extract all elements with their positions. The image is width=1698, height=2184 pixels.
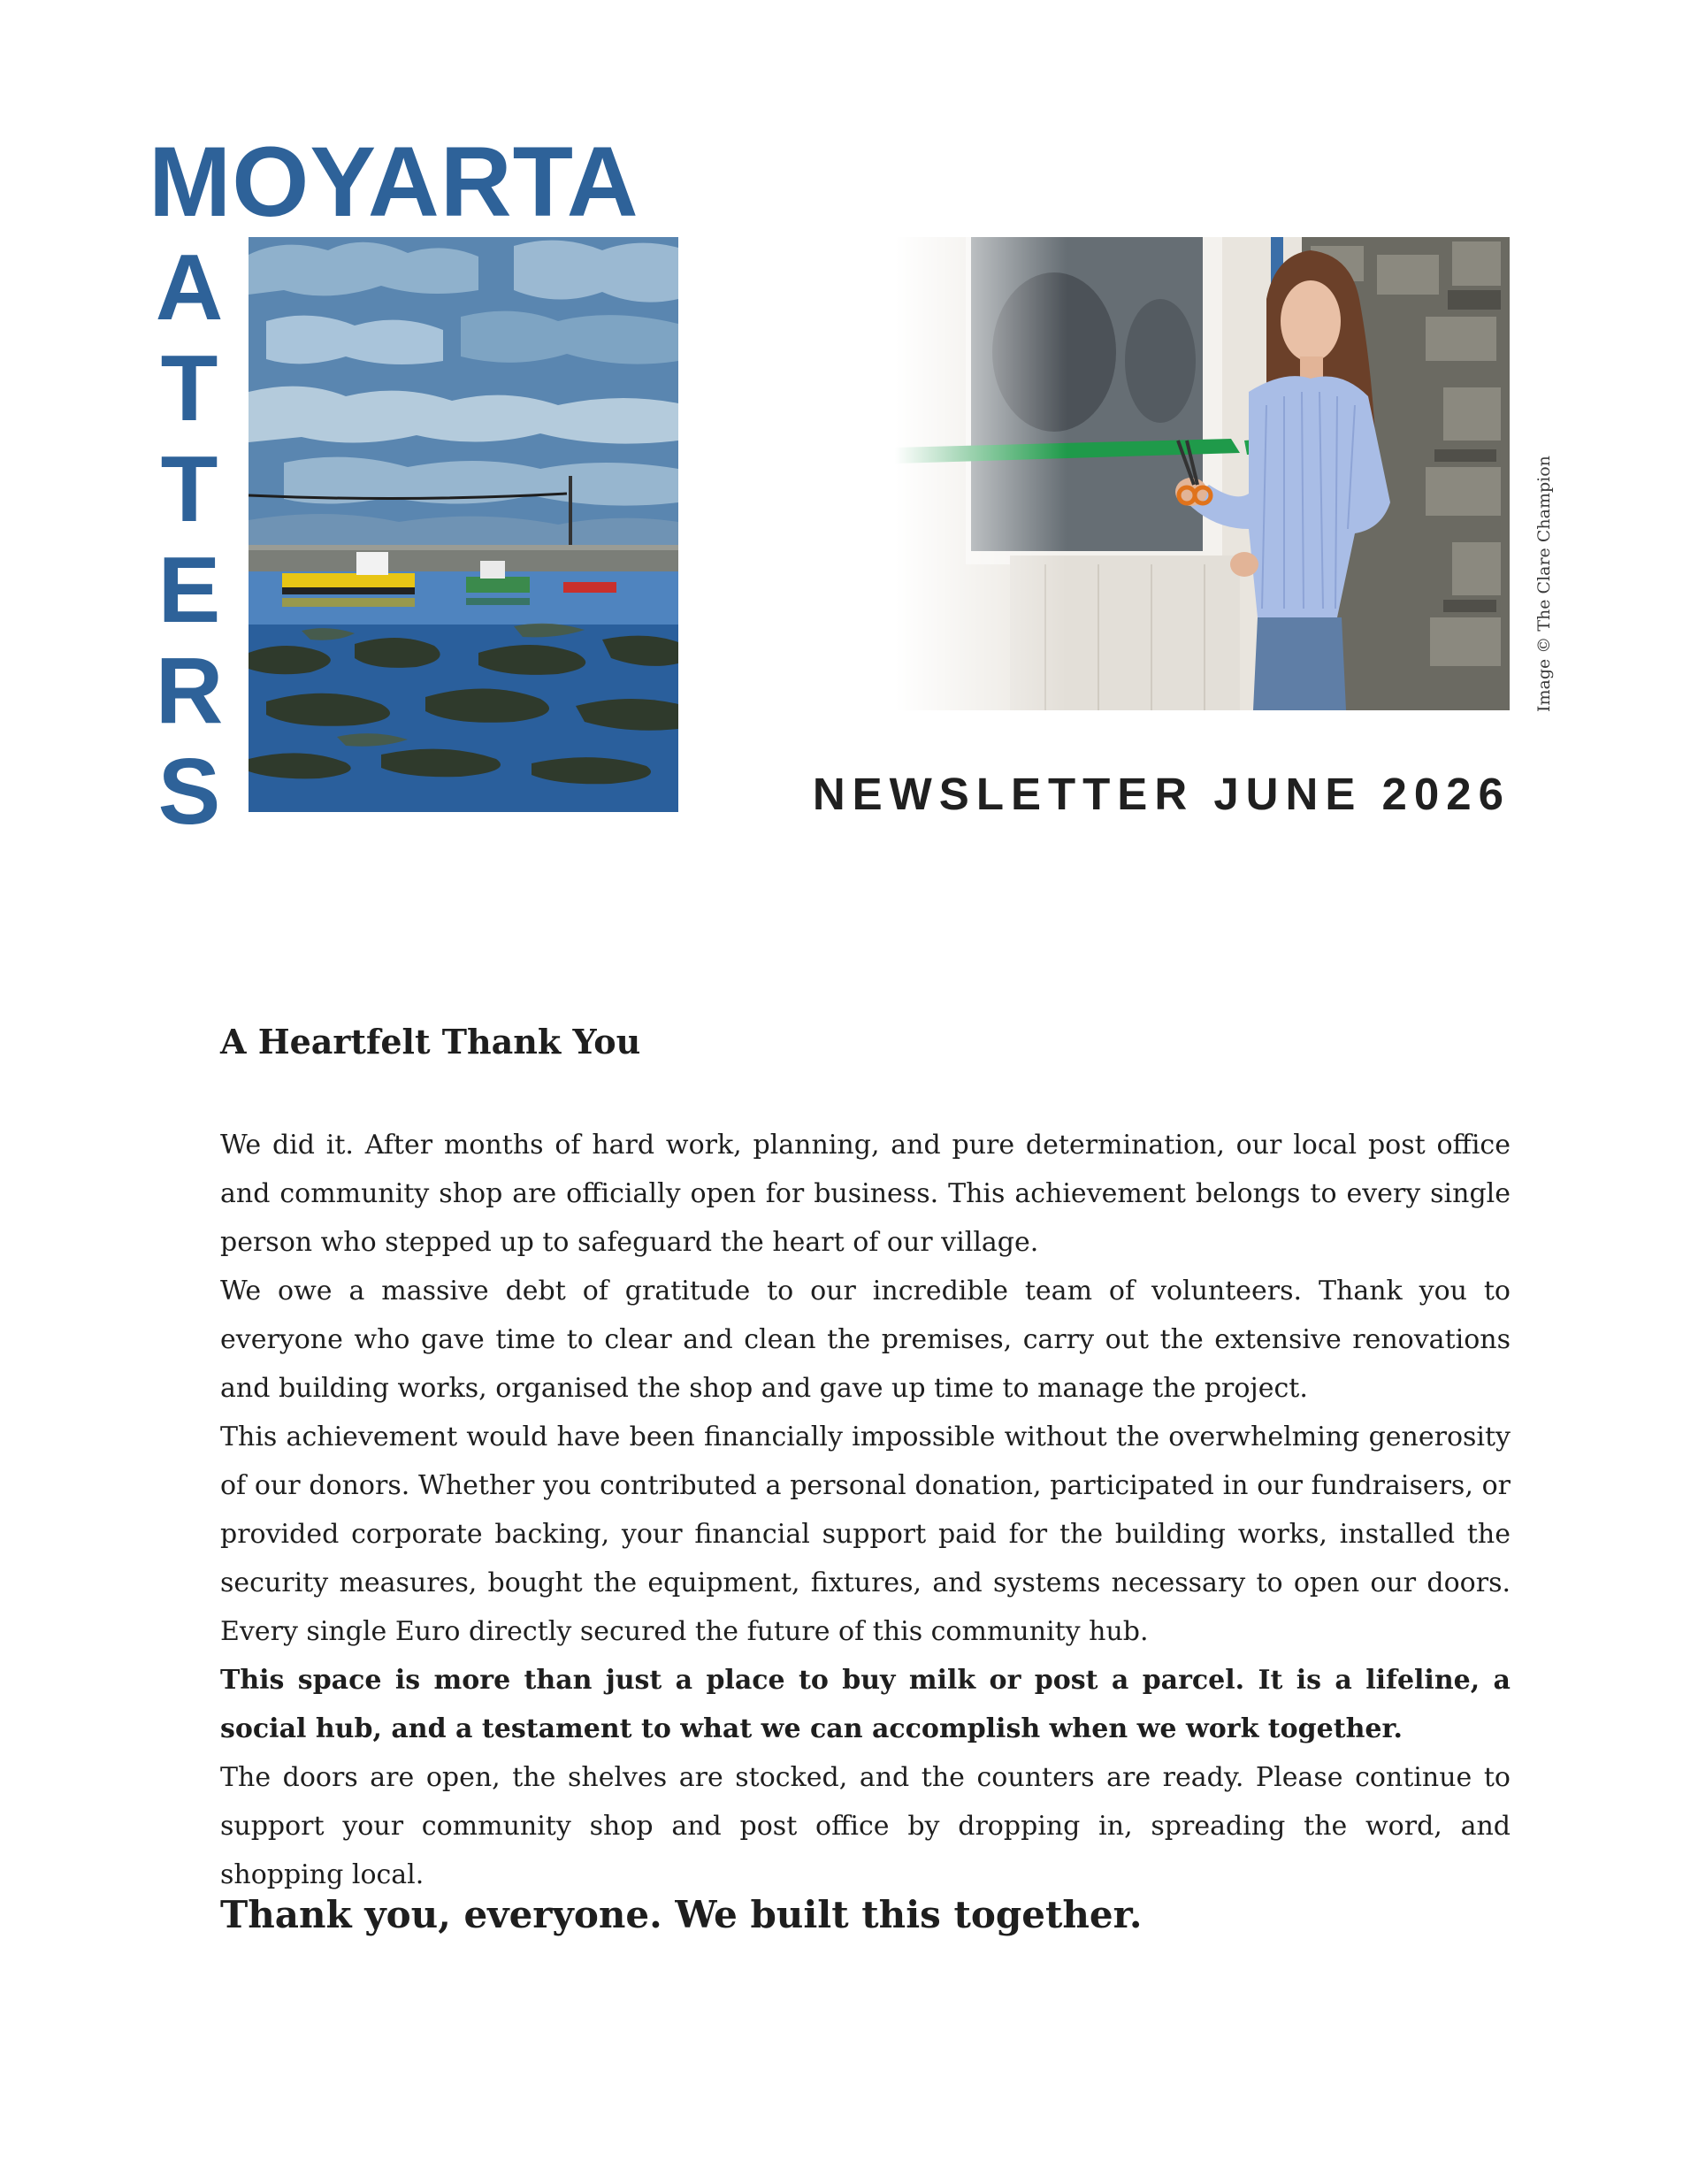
article-paragraph: We did it. After months of hard work, planning, and pure determination, our local post office and community shop are officially open for business. This achievement belongs to every single person who stepped up to safeguard the heart of our village.	[220, 1130, 1511, 1258]
masthead-letter: T	[160, 336, 218, 441]
masthead-vertical-word	[149, 237, 230, 842]
masthead-title: MOYARTA	[149, 126, 639, 237]
edition-label: NEWSLETTER JUNE 2026	[812, 769, 1511, 819]
closing-line: Thank you, everyone. We built this together.	[220, 1893, 1143, 1936]
photo-credit: Image © The Clare Champion	[1534, 456, 1554, 712]
masthead-letter: A	[155, 235, 224, 340]
ribbon-cutting-photo	[895, 237, 1510, 710]
article-paragraph: We owe a massive debt of gratitude to our incredible team of volunteers. Thank you to everyone who gave time to clear and clean the premises, carry out the extensive renovations and building works, organised the shop and gave up time to manage the project.	[220, 1276, 1511, 1404]
harbour-illustration	[249, 237, 678, 812]
masthead-letter: T	[160, 437, 218, 541]
masthead-letter: E	[157, 538, 221, 642]
article-highlight-paragraph: This space is more than just a place to buy milk or post a parcel. It is a lifeline, a social hub, and a testament to what we can accomplish when we work together.	[220, 1665, 1511, 1744]
masthead-letter: S	[157, 739, 221, 844]
masthead-letter: R	[155, 639, 224, 743]
article-title: A Heartfelt Thank You	[220, 1022, 641, 1061]
article-paragraph: This achievement would have been financially impossible without the overwhelming generosity of our donors. Whether you contributed a personal donation, participated in our fundraisers, or provided corporate backing, your financial support paid for the building works, installed the security measures, bought the equipment, fixtures, and systems necessary to open our doors. Every single Euro directly secured the future of this community hub.	[220, 1422, 1511, 1647]
article-paragraph: The doors are open, the shelves are stocked, and the counters are ready. Please continue to support your community shop and post office by dropping in, spreading the word, and shopping local.	[220, 1762, 1511, 1890]
article-body	[220, 1121, 1511, 1899]
